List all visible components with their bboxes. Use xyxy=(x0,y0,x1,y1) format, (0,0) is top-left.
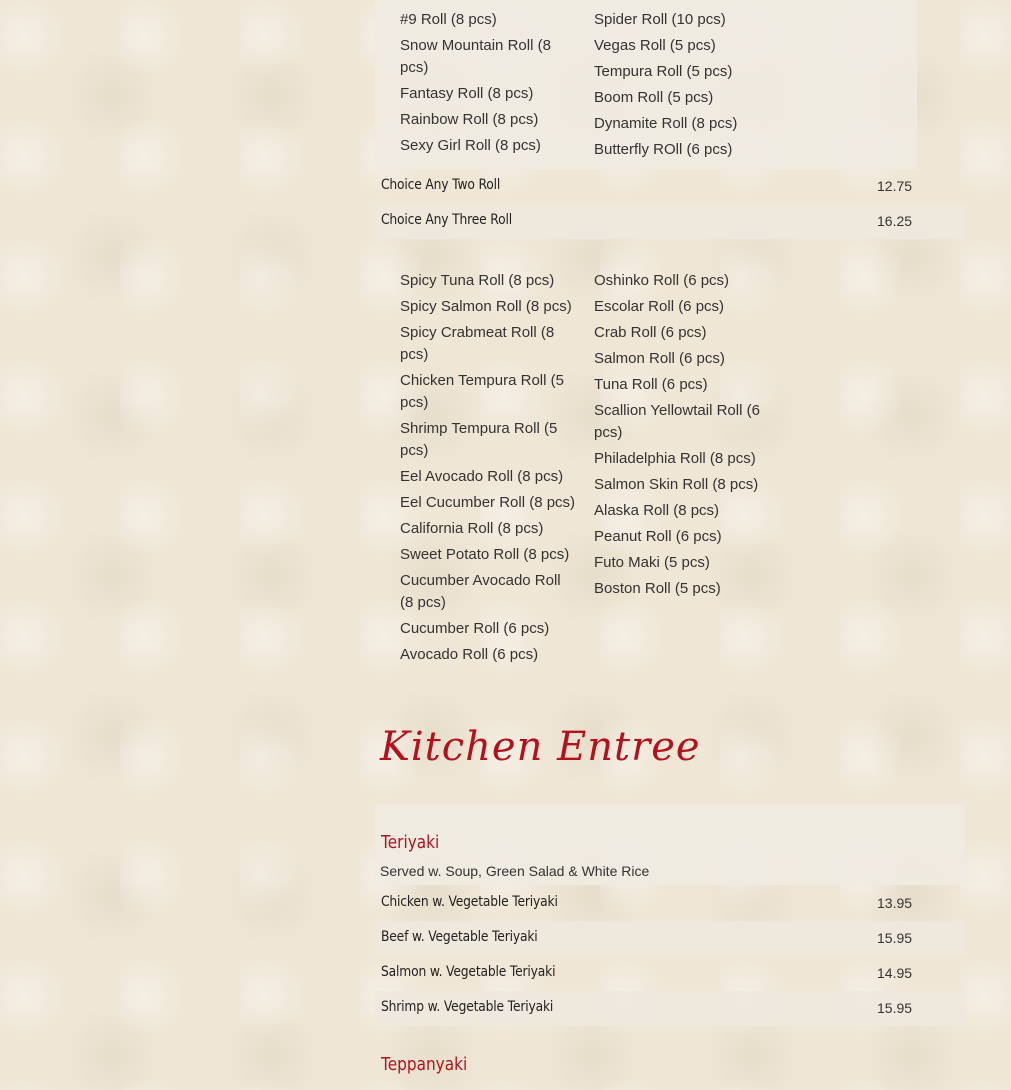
category-description: Served w. Soup, Green Salad & White Rice xyxy=(380,863,650,879)
menu-item-name: Beef w. Vegetable Teriyaki xyxy=(381,929,538,945)
menu-item-choice-three-roll[interactable] xyxy=(375,204,965,239)
roll-item: Crab Roll (6 pcs) xyxy=(594,324,707,341)
roll-item: Rainbow Roll (8 pcs) xyxy=(400,111,539,128)
roll-item: Snow Mountain Roll (8 pcs) xyxy=(400,37,551,76)
roll-item: Spicy Salmon Roll (8 pcs) xyxy=(400,298,572,315)
menu-item-name: Choice Any Three Roll xyxy=(381,212,512,228)
menu-item-price: 15.95 xyxy=(877,1000,913,1016)
category-header-teriyaki xyxy=(375,804,965,885)
menu-item-price: 13.95 xyxy=(877,895,913,911)
roll-list-left xyxy=(400,9,578,161)
menu-item-price: 15.95 xyxy=(877,930,913,946)
roll-item: Cucumber Avocado Roll (8 pcs) xyxy=(400,572,561,611)
roll-item: Spider Roll (10 pcs) xyxy=(594,11,726,28)
roll-item: Dynamite Roll (8 pcs) xyxy=(594,115,738,132)
roll-item: Tempura Roll (5 pcs) xyxy=(594,63,733,80)
roll-item: Alaska Roll (8 pcs) xyxy=(594,502,720,519)
category-title-teppanyaki: Teppanyaki xyxy=(381,1054,468,1075)
roll-item: Futo Maki (5 pcs) xyxy=(594,554,710,571)
menu-item-price: 12.75 xyxy=(877,178,913,194)
roll-item: Peanut Roll (6 pcs) xyxy=(594,528,722,545)
menu-item-choice-two-roll[interactable] xyxy=(375,169,965,204)
menu-item-name: Chicken w. Vegetable Teriyaki xyxy=(381,894,558,910)
roll-item: Escolar Roll (6 pcs) xyxy=(594,298,725,315)
roll-item: Tuna Roll (6 pcs) xyxy=(594,376,708,393)
menu-item-shrimp-teriyaki[interactable] xyxy=(375,991,965,1026)
menu-item-name: Choice Any Two Roll xyxy=(381,177,501,193)
menu-item-salmon-teriyaki[interactable] xyxy=(375,956,965,991)
three-roll-list-left xyxy=(400,270,578,670)
roll-item: #9 Roll (8 pcs) xyxy=(400,11,497,28)
roll-list-right xyxy=(594,9,772,165)
roll-item: Cucumber Roll (6 pcs) xyxy=(400,620,550,637)
roll-item: Butterfly ROll (6 pcs) xyxy=(594,141,733,158)
roll-item: Avocado Roll (6 pcs) xyxy=(400,646,539,663)
category-title: Teriyaki xyxy=(381,832,440,853)
roll-item: Salmon Skin Roll (8 pcs) xyxy=(594,476,759,493)
menu-item-name: Shrimp w. Vegetable Teriyaki xyxy=(381,999,554,1015)
menu-item-price: 14.95 xyxy=(877,965,913,981)
roll-item: Shrimp Tempura Roll (5 pcs) xyxy=(400,420,558,459)
section-title-kitchen-entree: Kitchen Entree xyxy=(380,724,701,770)
roll-item: Eel Avocado Roll (8 pcs) xyxy=(400,468,564,485)
roll-item: Chicken Tempura Roll (5 pcs) xyxy=(400,372,564,411)
roll-item: Scallion Yellowtail Roll (6 pcs) xyxy=(594,402,760,441)
menu-item-beef-teriyaki[interactable] xyxy=(375,921,965,956)
roll-item: Vegas Roll (5 pcs) xyxy=(594,37,716,54)
roll-item: Philadelphia Roll (8 pcs) xyxy=(594,450,756,467)
menu-item-chicken-teriyaki[interactable] xyxy=(375,886,965,921)
roll-item: Salmon Roll (6 pcs) xyxy=(594,350,725,367)
menu-item-name: Salmon w. Vegetable Teriyaki xyxy=(381,964,556,980)
roll-item: Sexy Girl Roll (8 pcs) xyxy=(400,137,541,154)
roll-item: California Roll (8 pcs) xyxy=(400,520,544,537)
roll-item: Eel Cucumber Roll (8 pcs) xyxy=(400,494,576,511)
roll-item: Boom Roll (5 pcs) xyxy=(594,89,714,106)
roll-item: Spicy Tuna Roll (8 pcs) xyxy=(400,272,555,289)
menu-item-price: 16.25 xyxy=(877,213,913,229)
roll-item: Sweet Potato Roll (8 pcs) xyxy=(400,546,570,563)
three-roll-list-right xyxy=(594,270,772,604)
combo-roll-list-box xyxy=(375,0,917,169)
roll-item: Oshinko Roll (6 pcs) xyxy=(594,272,730,289)
roll-item: Boston Roll (5 pcs) xyxy=(594,580,721,597)
roll-item: Fantasy Roll (8 pcs) xyxy=(400,85,534,102)
roll-item: Spicy Crabmeat Roll (8 pcs) xyxy=(400,324,555,363)
